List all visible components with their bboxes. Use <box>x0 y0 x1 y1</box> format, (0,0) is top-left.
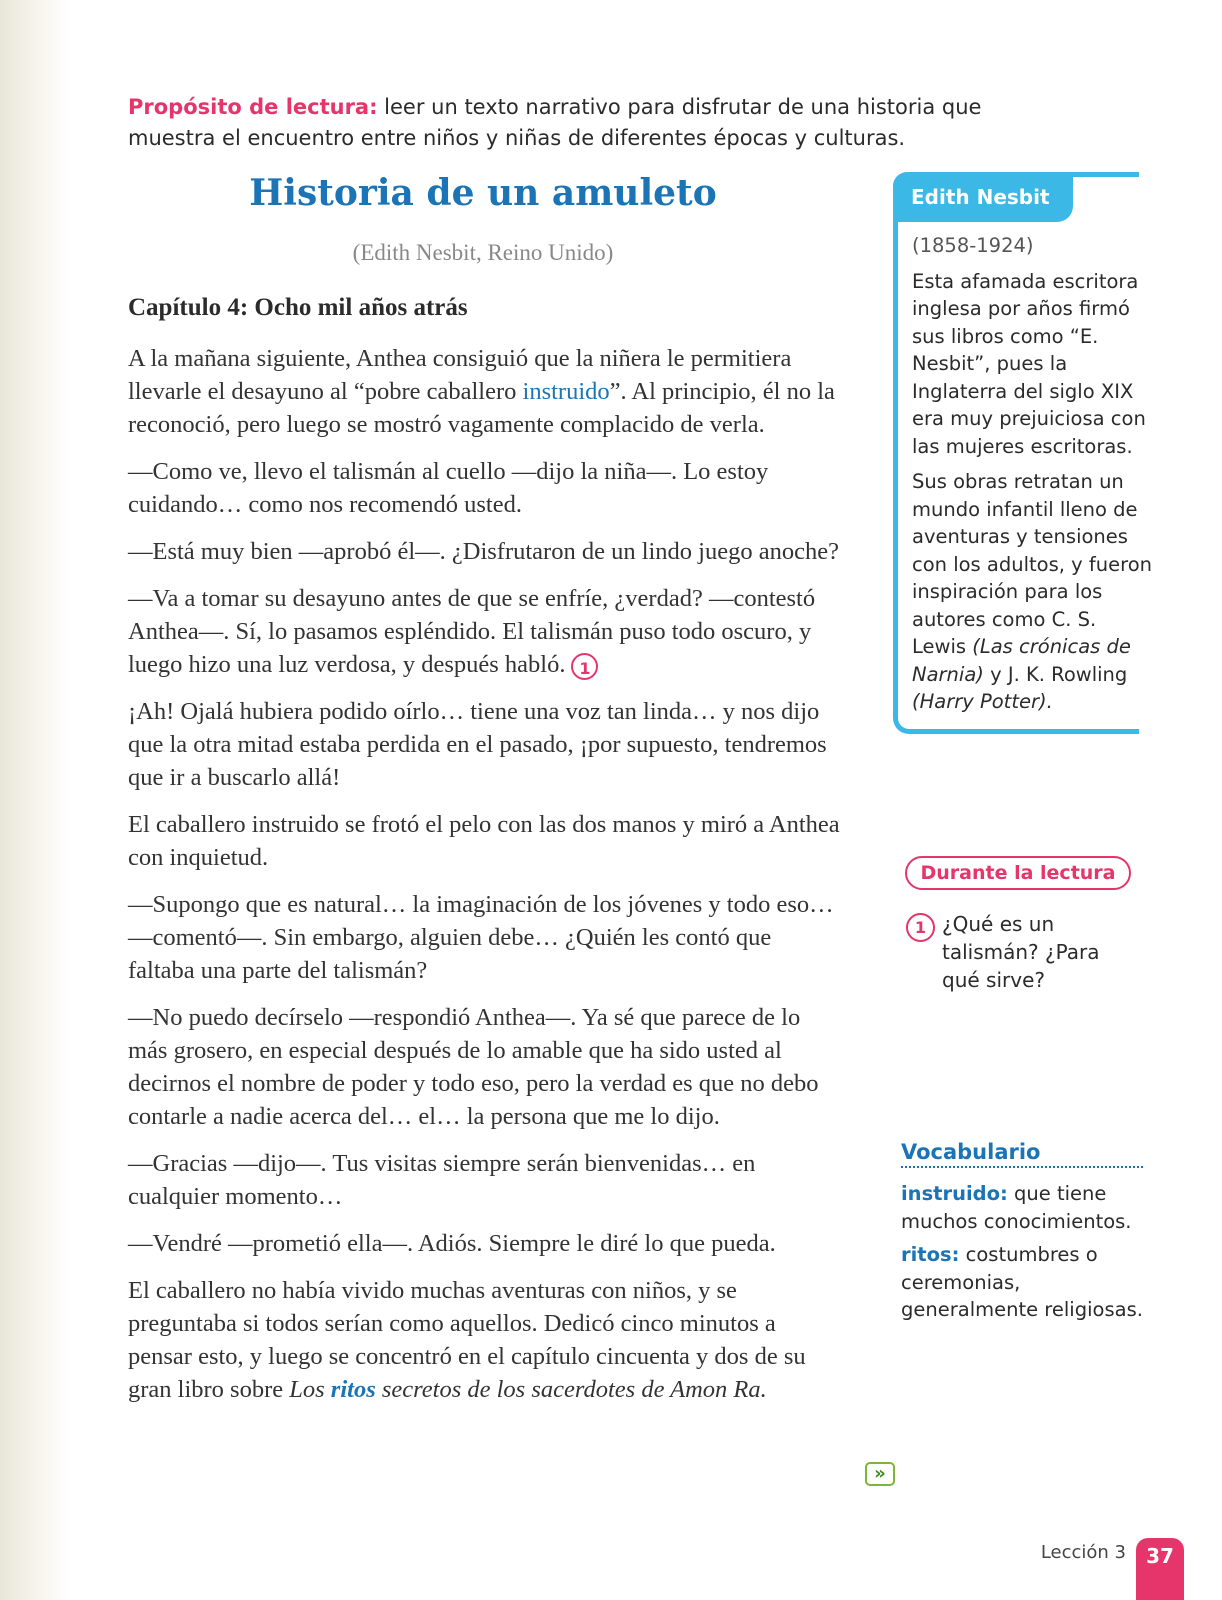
vocab-word-instruido[interactable]: instruido <box>522 378 610 405</box>
vocabulary-item: ritos: costumbres o ceremonias, generalmente religiosas. <box>901 1243 1143 1321</box>
author-bio-paragraph: Esta afamada escritora inglesa por años firmó sus libros como “E. Nesbit”, pues la Inglaterra del siglo XIX era muy prejuiciosa con las mujeres escritoras. <box>912 269 1146 458</box>
story-paragraph: —Va a tomar su desayuno antes de que se enfríe, ¿verdad? —contestó Anthea—. Sí, lo pasamos espléndido. El talismán puso todo oscuro, y luego hizo una luz verdosa, y después habló. 1 <box>128 585 816 678</box>
author-bio-paragraph: Sus obras retratan un mundo infantil lleno de aventuras y tensiones con los adultos, y fueron inspiración para los autores como C. S. Lewis (Las crónicas de Narnia) y J. K. Rowling (Harry Potter). <box>912 470 1152 713</box>
lesson-label: Lección 3 <box>1040 1542 1126 1563</box>
reading-purpose-label: Propósito de lectura: <box>128 95 378 119</box>
question-number-marker: 1 <box>906 913 935 942</box>
chapter-heading: Capítulo 4: Ocho mil años atrás <box>128 294 468 321</box>
reading-purpose <box>128 92 988 154</box>
story-paragraph: A la mañana siguiente, Anthea consiguió que la niñera le permitiera llevarle el desayuno al “pobre caballero instruido”. Al principio, él no la reconoció, pero luego se mostró vagamente complacido de verla. <box>128 345 835 438</box>
during-reading-question: ¿Qué es un talismán? ¿Para qué sirve? <box>942 912 1100 992</box>
story-author: (Edith Nesbit, Reino Unido) <box>352 240 614 265</box>
page-spine-shadow <box>0 0 70 1600</box>
story-paragraph: —Supongo que es natural… la imaginación de los jóvenes y todo eso… —comentó—. Sin embargo, alguien debe… ¿Quién les contó que faltaba una parte del talismán? <box>128 891 834 984</box>
story-paragraph: ¡Ah! Ojalá hubiera podido oírlo… tiene una voz tan linda… y nos dijo que la otra mitad estaba perdida en el pasado, ¡por supuesto, tendremos que ir a buscarlo allá! <box>128 698 827 791</box>
story-paragraph: —Vendré —prometió ella—. Adiós. Siempre le diré lo que pueda. <box>128 1230 776 1257</box>
story-paragraph: El caballero instruido se frotó el pelo con las dos manos y miró a Anthea con inquietud. <box>128 811 840 871</box>
author-dates: (1858-1924) <box>912 234 1034 257</box>
story-title: Historia de un amuleto <box>249 172 717 214</box>
vocabulary-item: instruido: que tiene muchos conocimientos. <box>901 1182 1132 1233</box>
story-text <box>128 342 840 1420</box>
author-bio-title: Edith Nesbit <box>893 172 1073 222</box>
story-paragraph: El caballero no había vivido muchas aventuras con niños, y se preguntaba si todos serían como aquellos. Dedicó cinco minutos a pensar esto, y luego se concentró en el capítulo cincuenta y dos de su gran libro sobre Los ritos secretos de los sacerdotes de Amon Ra. <box>128 1277 806 1403</box>
story-paragraph: —Está muy bien —aprobó él—. ¿Disfrutaron de un lindo juego anoche? <box>128 538 839 565</box>
vocabulary-title: Vocabulario <box>901 1140 1143 1168</box>
page-number: 37 <box>1136 1538 1184 1600</box>
during-reading-label: Durante la lectura <box>905 856 1131 890</box>
story-paragraph: —Como ve, llevo el talismán al cuello —dijo la niña—. Lo estoy cuidando… como nos recomendó usted. <box>128 458 769 518</box>
vocabulary-list <box>901 1180 1151 1330</box>
vocab-word-ritos[interactable]: ritos <box>330 1376 376 1403</box>
story-paragraph: —Gracias —dijo—. Tus visitas siempre serán bienvenidas… en cualquier momento… <box>128 1150 756 1210</box>
double-chevron-right-icon[interactable]: » <box>865 1462 895 1486</box>
author-bio-text <box>912 232 1152 724</box>
question-marker[interactable]: 1 <box>571 653 598 680</box>
reading-purpose-text: leer un texto narrativo para disfrutar de una historia que muestra el encuentro entre niños y niñas de diferentes épocas y culturas. <box>128 95 982 150</box>
story-paragraph: —No puedo decírselo —respondió Anthea—. Ya sé que parece de lo más grosero, en especial después de lo amable que ha sido usted al decirnos el nombre de poder y todo eso, pero la verdad es que no debo contarle a nadie acerca del… el… la persona que me lo dijo. <box>128 1004 819 1130</box>
